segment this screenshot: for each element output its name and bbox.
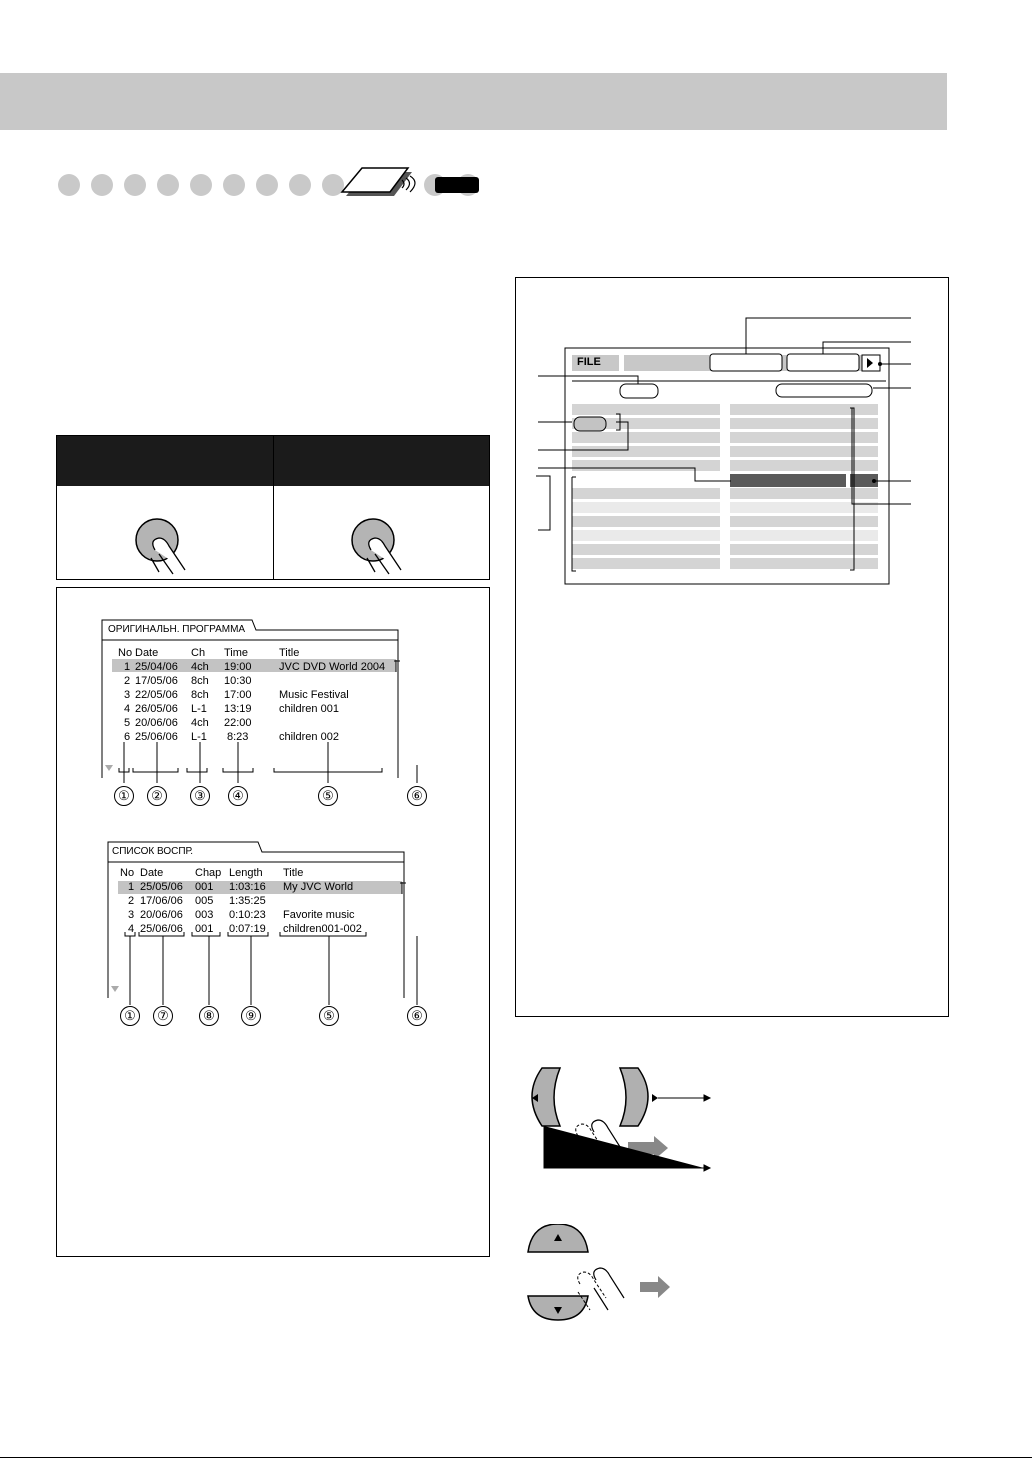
row-date: 17/06/06 (140, 895, 183, 907)
row-no: 4 (128, 923, 135, 935)
row-chap: 003 (195, 909, 214, 921)
row-no: 5 (124, 717, 131, 729)
callout-number: ① (114, 786, 134, 806)
section-dot (91, 174, 113, 196)
row-ch: 4ch (191, 661, 209, 673)
callout-lines (57, 738, 489, 788)
callout-number: ⑧ (199, 1006, 219, 1026)
row-time: 17:00 (224, 689, 252, 701)
row-date: 25/06/06 (135, 731, 178, 743)
callout-number: ① (120, 1006, 140, 1026)
row-title: Favorite music (283, 909, 355, 921)
row-ch: 4ch (191, 717, 209, 729)
row-chap: 005 (195, 895, 214, 907)
finger-press-icon (343, 514, 433, 576)
row-title: Music Festival (279, 689, 349, 701)
callout-number: ⑤ (319, 1006, 339, 1026)
file-label: FILE (577, 356, 601, 368)
row-time: 8:23 (227, 731, 249, 743)
row-date: 25/05/06 (140, 881, 183, 893)
row-no: 2 (124, 675, 131, 687)
table-row[interactable] (106, 908, 406, 922)
row-length: 0:07:19 (229, 923, 266, 935)
row-no: 1 (124, 661, 131, 673)
up-down-cursor-illustration (520, 1224, 680, 1324)
section-dot (124, 174, 146, 196)
section-dot (157, 174, 179, 196)
row-no: 2 (128, 895, 135, 907)
column-header: Date (135, 647, 159, 659)
row-title: children 002 (279, 731, 339, 743)
file-screen-panel (515, 277, 949, 1017)
table-row[interactable] (100, 674, 400, 688)
original-list-title: ОРИГИНАЛЬН. ПРОГРАММА (108, 624, 246, 635)
row-ch: 8ch (191, 689, 209, 701)
row-date: 17/05/06 (135, 675, 178, 687)
callout-number: ⑦ (153, 1006, 173, 1026)
table-row[interactable] (100, 660, 400, 674)
row-no: 3 (128, 909, 135, 921)
row-time: 13:19 (224, 703, 252, 715)
column-header: Time (224, 647, 249, 659)
column-header: Title (283, 867, 304, 879)
original-list-header (100, 646, 400, 660)
remote-signal-icon (334, 166, 484, 206)
row-no: 1 (128, 881, 135, 893)
finger-press-icon (127, 514, 217, 576)
row-no: 6 (124, 731, 131, 743)
row-time: 19:00 (224, 661, 252, 673)
table-row[interactable] (100, 702, 400, 716)
row-date: 26/05/06 (135, 703, 178, 715)
table-row[interactable] (106, 880, 406, 894)
row-length: 1:35:25 (229, 895, 266, 907)
section-dot (256, 174, 278, 196)
file-screen-diagram (516, 278, 948, 598)
row-time: 22:00 (224, 717, 252, 729)
row-title: JVC DVD World 2004 (279, 661, 386, 673)
row-time: 10:30 (224, 675, 252, 687)
section-dot (223, 174, 245, 196)
callout-number: ③ (190, 786, 210, 806)
table-row[interactable] (100, 716, 400, 730)
column-header: No (118, 647, 133, 659)
row-length: 0:10:23 (229, 909, 266, 921)
row-date: 25/04/06 (135, 661, 178, 673)
callout-number: ⑤ (318, 786, 338, 806)
row-ch: 8ch (191, 675, 209, 687)
section-dot (190, 174, 212, 196)
playlist-title: СПИСОК ВОСПР. (112, 846, 194, 857)
callout-number: ④ (228, 786, 248, 806)
table-row[interactable] (106, 894, 406, 908)
row-title: children 001 (279, 703, 339, 715)
table-row[interactable] (100, 688, 400, 702)
column-header: Length (229, 867, 263, 879)
callout-lines (57, 934, 489, 1010)
column-header: No (120, 867, 135, 879)
row-no: 4 (124, 703, 131, 715)
button-table (56, 435, 490, 580)
row-date: 22/05/06 (135, 689, 178, 701)
row-length: 1:03:16 (229, 881, 266, 893)
column-header: Ch (191, 647, 206, 659)
row-date: 25/06/06 (140, 923, 183, 935)
callout-number: ⑥ (407, 786, 427, 806)
row-chap: 001 (195, 923, 214, 935)
row-ch: L-1 (191, 731, 207, 743)
section-dot (289, 174, 311, 196)
row-date: 20/06/06 (140, 909, 183, 921)
row-chap: 001 (195, 881, 214, 893)
left-right-cursor-illustration (518, 1060, 718, 1180)
row-title: My JVC World (283, 881, 354, 893)
row-date: 20/06/06 (135, 717, 178, 729)
section-dot (58, 174, 80, 196)
divider (273, 436, 274, 579)
callout-number: ⑥ (407, 1006, 427, 1026)
header-band (0, 73, 947, 130)
row-ch: L-1 (191, 703, 207, 715)
column-header: Date (140, 867, 164, 879)
column-header: Chap (195, 867, 222, 879)
column-header: Title (279, 647, 300, 659)
row-no: 3 (124, 689, 131, 701)
list-screens-panel (56, 587, 490, 1257)
playlist-header (106, 866, 406, 880)
row-title: children001-002 (283, 923, 362, 935)
callout-number: ② (147, 786, 167, 806)
callout-number: ⑨ (241, 1006, 261, 1026)
